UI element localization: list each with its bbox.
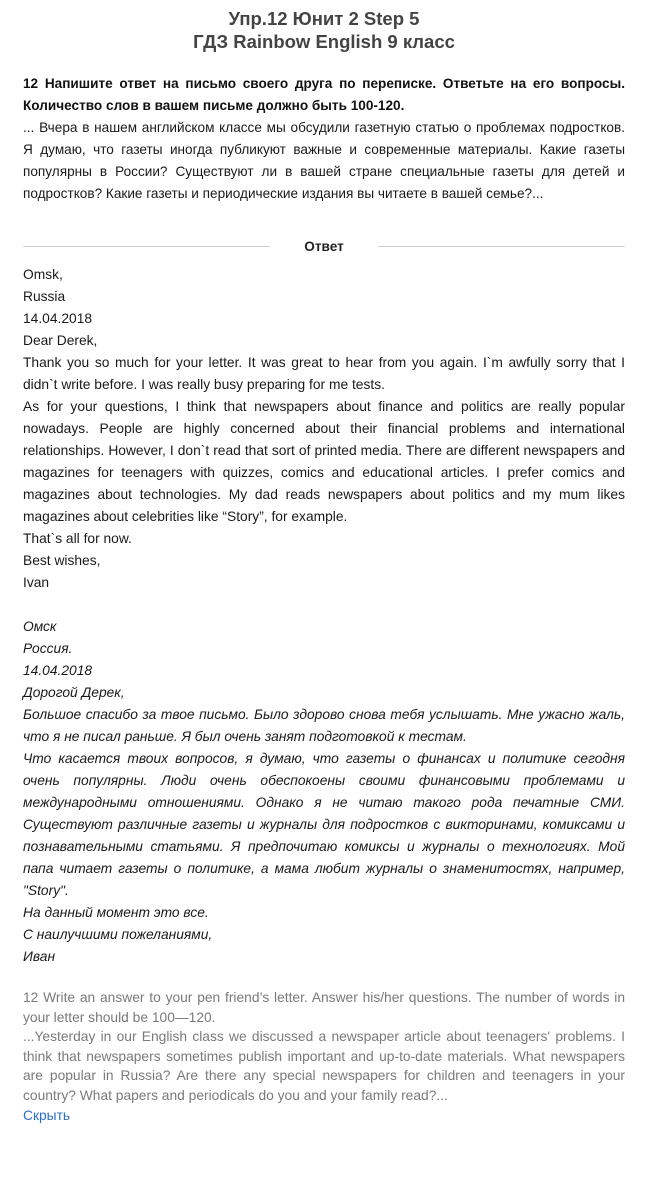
english-task-text: ...Yesterday in our English class we discussed a newspaper article about teenagers' problems. I think that newspapers sometimes publish important and up-to-date materials. What newspapers are popular in Russia? Are there any special newspapers for children and teenagers in your country? What papers and periodicals do you and your family read?... — [23, 1029, 625, 1103]
answer-line: Dear Derek, — [23, 333, 98, 348]
answer-line: That`s all for now. — [23, 531, 132, 546]
divider-line-right — [378, 246, 625, 247]
answer-line: На данный момент это все. — [23, 905, 209, 920]
answer-line: Омск — [23, 619, 57, 634]
page-content — [0, 7, 648, 1126]
answer-line: Ivan — [23, 575, 50, 590]
task-text: ... Вчера в нашем английском классе мы обсудили газетную статью о проблемах подростков. Я думаю, что газеты иногда публикуют важные и современные материалы. Какие газеты популярны в России? Существуют ли в вашей стране специальные газеты для детей и подростков? Какие газеты и периодические издания вы читаете в вашей семье?... — [23, 120, 625, 201]
answer-divider — [23, 239, 625, 254]
hide-link[interactable]: Скрыть — [23, 1107, 71, 1123]
answer-line: Россия. — [23, 641, 73, 656]
answer-line: 14.04.2018 — [23, 311, 93, 326]
answer-line: Иван — [23, 949, 56, 964]
title-line-2: ГДЗ Rainbow English 9 класс — [193, 31, 455, 52]
answer-line: С наилучшими пожеланиями, — [23, 927, 213, 942]
answer-line: Thank you so much for your letter. It was great to hear from you again. I`m awfully sorry that I didn`t write before. I was really busy preparing for me tests. — [23, 355, 625, 392]
english-task-instruction: 12 Write an answer to your pen friend’s letter. Answer his/her questions. The number of words in your letter should be 100—120. — [23, 990, 625, 1025]
page-title — [23, 7, 625, 53]
answer-english — [23, 264, 625, 594]
title-line-1: Упр.12 Юнит 2 Step 5 — [228, 8, 420, 29]
answer-line: Omsk, — [23, 267, 63, 282]
english-task — [23, 988, 625, 1106]
task-instruction: 12 Напишите ответ на письмо своего друга по переписке. Ответьте на его вопросы. Количество слов в вашем письме должно быть 100-120. — [23, 76, 625, 113]
divider-line-left — [23, 246, 270, 247]
answer-line: Большое спасибо за твое письмо. Было здорово снова тебя услышать. Мне ужасно жаль, что я не писал раньше. Я был очень занят подготовкой к тестам. — [23, 707, 625, 744]
answer-russian — [23, 616, 625, 968]
answer-line: As for your questions, I think that newspapers about finance and politics are really popular nowadays. People are highly concerned about their financial problems and international relationships. However, I don`t read that sort of printed media. There are different newspapers and magazines for teenagers with quizzes, comics and educational articles. I prefer comics and magazines about technologies. My dad reads newspapers about politics and my mum likes magazines about celebrities like “Story”, for example. — [23, 399, 625, 524]
task-block — [23, 73, 625, 205]
answer-line: Russia — [23, 289, 66, 304]
answer-line: Что касается твоих вопросов, я думаю, что газеты о финансах и политике сегодня очень популярны. Люди очень обеспокоены своими финансовыми проблемами и международными отношениями. Однако я не читаю такого рода печатные СМИ. Существуют различные газеты и журналы для подростков с викторинами, комиксами и познавательными статьями. Я предпочитаю комиксы и журналы о технологиях. Мой папа читает газеты о политике, а мама любит журналы о знаменитостях, например, "Story". — [23, 751, 625, 898]
answer-line: Дорогой Дерек, — [23, 685, 125, 700]
answer-line: Best wishes, — [23, 553, 101, 568]
answer-line: 14.04.2018 — [23, 663, 93, 678]
answer-label: Ответ — [304, 239, 344, 254]
